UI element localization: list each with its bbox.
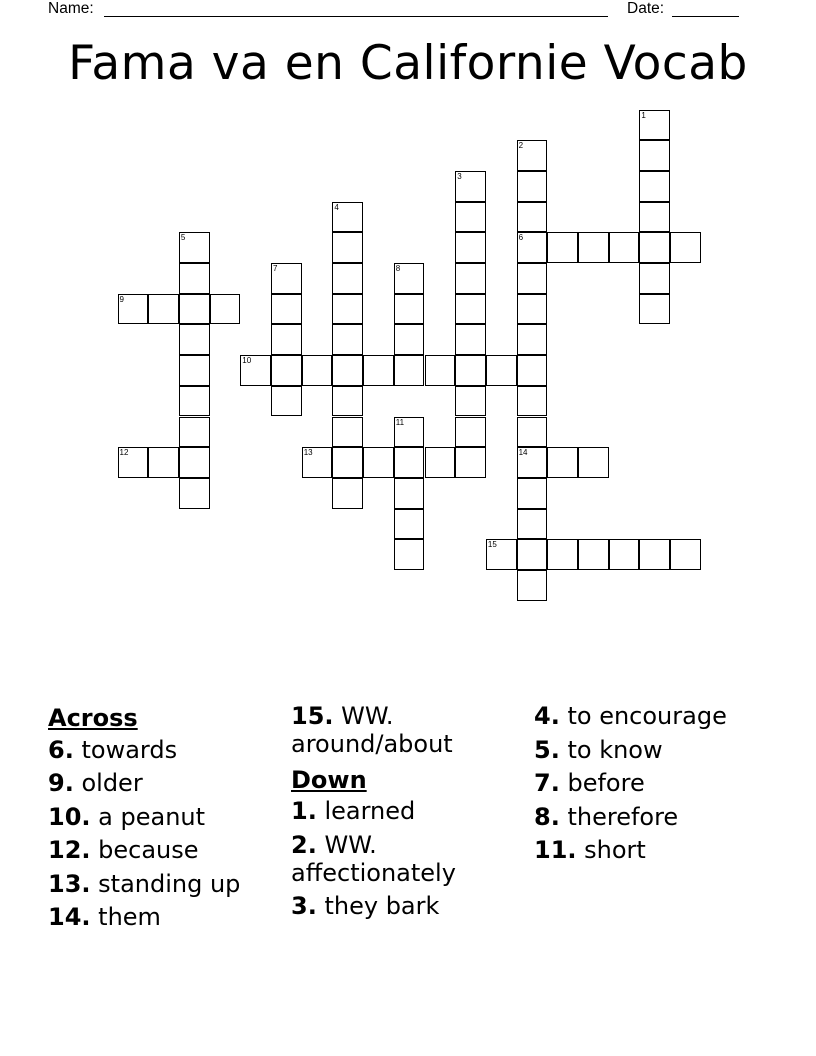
- grid-cell[interactable]: [332, 417, 363, 448]
- grid-cell[interactable]: [517, 263, 548, 294]
- grid-cell[interactable]: [639, 171, 670, 202]
- date-label: Date:: [627, 0, 665, 17]
- grid-cell[interactable]: [578, 232, 609, 263]
- clue-down-3: 3. they bark: [291, 892, 440, 920]
- across-heading: Across: [48, 704, 138, 732]
- grid-cell[interactable]: [578, 539, 609, 570]
- grid-cell[interactable]: [517, 140, 548, 171]
- grid-cell[interactable]: [455, 447, 486, 478]
- grid-cell[interactable]: [332, 324, 363, 355]
- grid-cell[interactable]: [271, 386, 302, 417]
- grid-cell[interactable]: [639, 140, 670, 171]
- clue-down-8: 8. therefore: [534, 802, 679, 831]
- cell-number: 8: [395, 264, 401, 273]
- grid-cell[interactable]: [517, 478, 548, 509]
- grid-cell[interactable]: [179, 417, 210, 448]
- clue-across-10: 10. a peanut: [48, 802, 206, 831]
- clue-column-2: [291, 702, 526, 926]
- grid-cell[interactable]: [670, 232, 701, 263]
- clue-across-15: 15. WW. around/about: [291, 702, 453, 758]
- grid-cell[interactable]: [455, 171, 486, 202]
- cell-number: 14: [518, 448, 528, 458]
- grid-cell[interactable]: [148, 447, 179, 478]
- grid-cell[interactable]: [271, 263, 302, 294]
- cell-number: 6: [518, 233, 524, 243]
- grid-cell[interactable]: [394, 263, 425, 294]
- clue-down-2: 2. WW. affectionately: [291, 830, 456, 887]
- grid-cell[interactable]: [517, 386, 548, 417]
- grid-cell[interactable]: [578, 447, 609, 478]
- grid-cell[interactable]: [547, 539, 578, 570]
- cell-number: 1: [641, 110, 646, 120]
- grid-cell[interactable]: [179, 355, 210, 386]
- grid-cell[interactable]: [517, 539, 548, 570]
- grid-cell[interactable]: [179, 447, 210, 478]
- cell-number: 13: [303, 448, 313, 458]
- grid-cell[interactable]: [547, 447, 578, 478]
- grid-cell[interactable]: [363, 447, 394, 478]
- grid-cell[interactable]: [332, 294, 363, 325]
- grid-cell[interactable]: [517, 232, 548, 263]
- grid-cell[interactable]: [302, 447, 333, 478]
- cell-number: 5: [180, 233, 186, 243]
- grid-cell[interactable]: [455, 324, 486, 355]
- clue-column-1: [48, 702, 283, 937]
- grid-cell[interactable]: [394, 417, 425, 448]
- grid-cell[interactable]: [517, 202, 548, 233]
- grid-cell[interactable]: [455, 294, 486, 325]
- grid-cell[interactable]: [118, 294, 149, 325]
- clue-down-11: 11. short: [534, 836, 646, 864]
- grid-cell[interactable]: [179, 386, 210, 417]
- grid-cell[interactable]: [455, 355, 486, 386]
- grid-cell[interactable]: [455, 263, 486, 294]
- clue-column-3: [534, 702, 774, 870]
- grid-cell[interactable]: [639, 263, 670, 294]
- grid-cell[interactable]: [670, 539, 701, 570]
- grid-cell[interactable]: [179, 263, 210, 294]
- grid-cell[interactable]: [394, 509, 425, 540]
- grid-cell[interactable]: [517, 294, 548, 325]
- grid-cell[interactable]: [455, 417, 486, 448]
- grid-cell[interactable]: [179, 294, 210, 325]
- clue-across-14: 14. them: [48, 903, 161, 931]
- grid-cell[interactable]: [394, 324, 425, 355]
- cell-number: 3: [457, 171, 462, 181]
- cell-number: 12: [119, 448, 129, 458]
- clue-across-6: 6. towards: [48, 735, 178, 764]
- clue-down-1: 1. learned: [291, 797, 416, 825]
- grid-cell[interactable]: [179, 478, 210, 509]
- cell-number: 10: [242, 356, 252, 366]
- clue-across-12: 12. because: [48, 836, 199, 864]
- cell-number: 7: [273, 264, 278, 273]
- grid-cell[interactable]: [609, 232, 640, 263]
- grid-cell[interactable]: [639, 232, 670, 263]
- grid-cell[interactable]: [455, 202, 486, 233]
- grid-cell[interactable]: [455, 232, 486, 263]
- grid-cell[interactable]: [332, 386, 363, 417]
- grid-cell[interactable]: [394, 294, 425, 325]
- grid-cell[interactable]: [240, 355, 271, 386]
- grid-cell[interactable]: [394, 478, 425, 509]
- grid-cell[interactable]: [517, 509, 548, 540]
- grid-cell[interactable]: [394, 447, 425, 478]
- grid-cell[interactable]: [332, 355, 363, 386]
- grid-cell[interactable]: [486, 539, 517, 570]
- grid-cell[interactable]: [332, 478, 363, 509]
- grid-cell[interactable]: [609, 539, 640, 570]
- clue-down-4: 4. to encourage: [534, 702, 727, 730]
- grid-cell[interactable]: [394, 539, 425, 570]
- clue-down-7: 7. before: [534, 769, 645, 797]
- grid-cell[interactable]: [486, 355, 517, 386]
- grid-cell[interactable]: [517, 171, 548, 202]
- grid-cell[interactable]: [148, 294, 179, 325]
- grid-cell[interactable]: [179, 324, 210, 355]
- grid-cell[interactable]: [332, 232, 363, 263]
- cell-number: 9: [119, 294, 124, 304]
- grid-cell[interactable]: [302, 355, 333, 386]
- grid-cell[interactable]: [332, 202, 363, 233]
- grid-cell[interactable]: [639, 202, 670, 233]
- grid-cell[interactable]: [639, 110, 670, 141]
- cell-number: 2: [518, 141, 524, 151]
- cell-number: 4: [334, 202, 339, 212]
- grid-cell[interactable]: [547, 232, 578, 263]
- grid-cell[interactable]: [332, 447, 363, 478]
- clue-across-9: 9. older: [48, 769, 143, 797]
- grid-cell[interactable]: [425, 355, 456, 386]
- cell-number: 15: [487, 540, 497, 550]
- grid-cell[interactable]: [394, 355, 425, 386]
- grid-cell[interactable]: [517, 447, 548, 478]
- grid-cell[interactable]: [179, 232, 210, 263]
- grid-cell[interactable]: [639, 539, 670, 570]
- grid-cell[interactable]: [363, 355, 394, 386]
- grid-cell[interactable]: [332, 263, 363, 294]
- grid-cell[interactable]: [210, 294, 241, 325]
- grid-cell[interactable]: [517, 355, 548, 386]
- grid-cell[interactable]: [425, 447, 456, 478]
- grid-cell[interactable]: [271, 294, 302, 325]
- grid-cell[interactable]: [271, 355, 302, 386]
- clue-across-13: 13. standing up: [48, 869, 241, 898]
- page-title: Fama va en Californie Vocab: [68, 36, 748, 91]
- grid-cell[interactable]: [118, 447, 149, 478]
- clue-down-5: 5. to know: [534, 735, 663, 764]
- grid-cell[interactable]: [271, 324, 302, 355]
- grid-cell[interactable]: [517, 570, 548, 601]
- name-label: Name:: [48, 0, 94, 17]
- grid-cell[interactable]: [639, 294, 670, 325]
- grid-cell[interactable]: [517, 417, 548, 448]
- cell-number: 11: [395, 417, 405, 427]
- down-heading: Down: [291, 765, 367, 794]
- grid-cell[interactable]: [517, 324, 548, 355]
- grid-cell[interactable]: [455, 386, 486, 417]
